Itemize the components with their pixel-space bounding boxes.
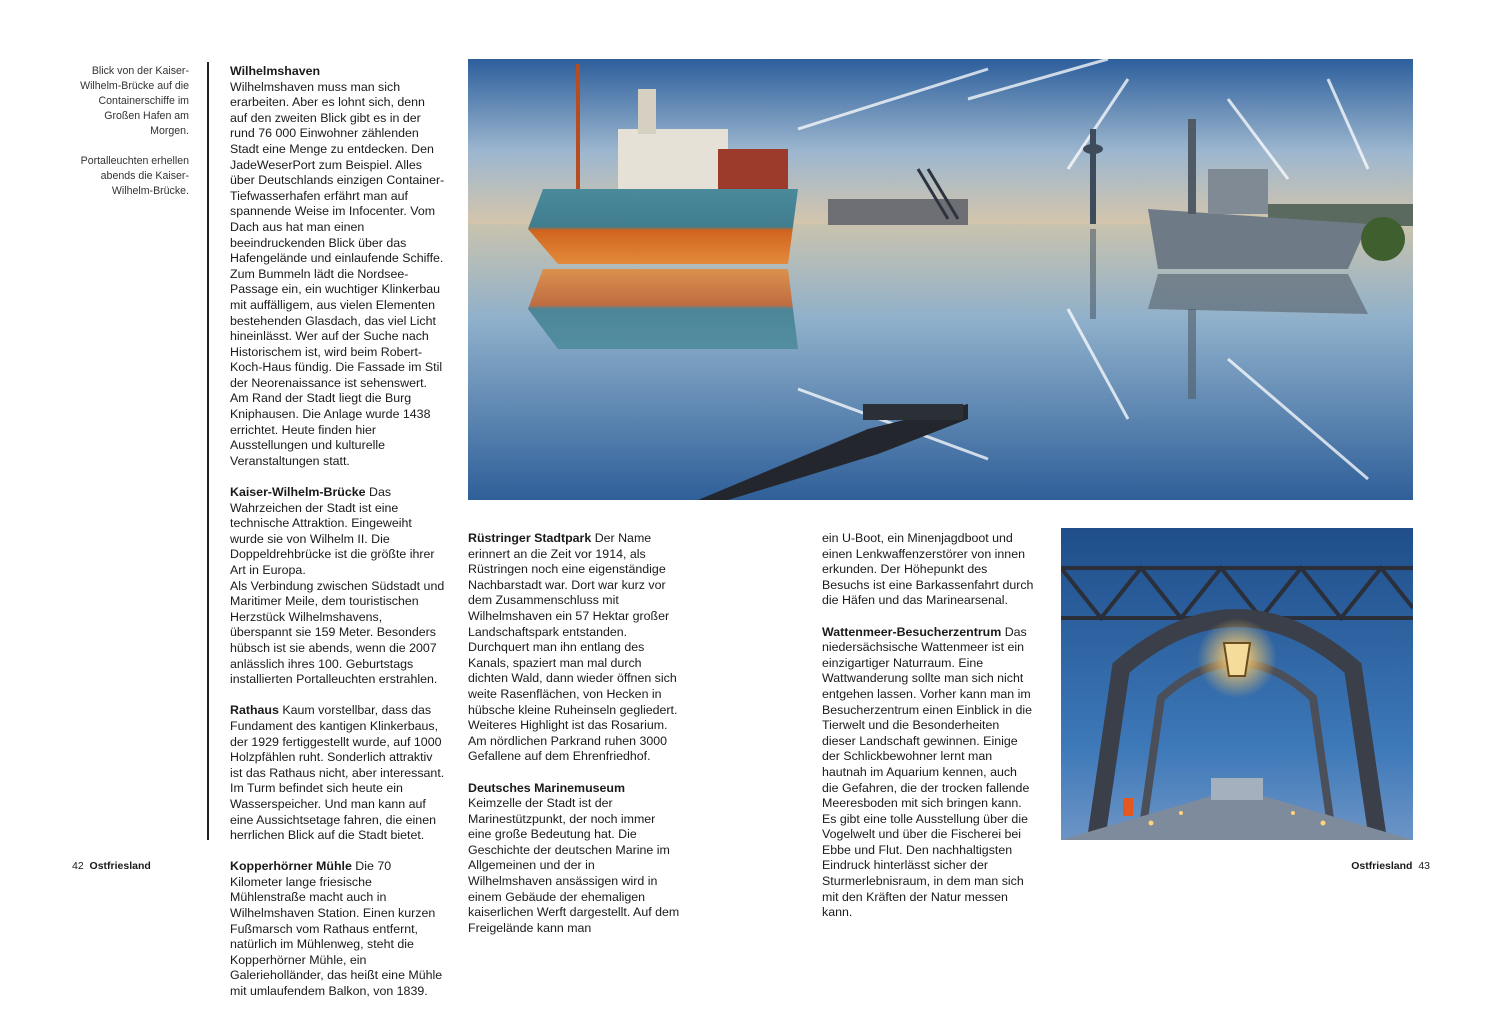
article-marinemuseum [468, 781, 682, 937]
heading-kaiser-wilhelm-bruecke: Kaiser-Wilhelm-Brücke [230, 485, 366, 500]
heading-wilhelmshaven: Wilhelmshaven [230, 64, 321, 78]
article-marinemuseum-continued: ein U-Boot, ein Minenjagdboot und einen Lenkwaffenzerstörer von innen erkunden. Der Höhepunkt des Besuchs ist eine Barkassenfahrt durch die Häfen und das Marinearsenal. [822, 531, 1034, 608]
body-kaiser-wilhelm-bruecke: Das Wahrzeichen der Stadt ist eine technische Attraktion. Eingeweiht wurde sie von Wilhelm II. Die Doppeldrehbrücke ist die größte ihrer Art in Europa. [230, 485, 435, 577]
page-number-right: 43 [1418, 860, 1430, 872]
page-number-left: 42 [72, 860, 84, 872]
harbor-photo [468, 59, 1413, 500]
harbor-illustration [468, 59, 1413, 500]
section-title-right: Ostfriesland [1351, 860, 1413, 872]
heading-marinemuseum: Deutsches Marinemuseum [468, 780, 626, 795]
body-wattenmeer: Das niedersächsische Wattenmeer ist ein einzigartiger Naturraum. Eine Wattwanderung sollte man sich nicht entgehen lassen. Vorher kann man im Besucherzentrum einen Einblick in die Tierwelt und die Besonderheiten dieser Landschaft gewinnen. Einige der Schlickbewohner lernt man hautnah im Aquarium kennen, auch die Gefahren, die der trocken fallende Meeresboden mit sich bringen kann. Es gibt eine tolle Ausstellung über die Vogelwelt und über die Fischerei bei Ebbe und Flut. Den nachhaltigsten Eindruck hinterlässt sicher der Sturmerlebnisraum, in dem man sich mit den Kräften der Natur messen kann. [822, 624, 1033, 920]
article-rathaus [230, 703, 445, 843]
body-rathaus: Kaum vorstellbar, dass das Fundament des kantigen Klinkerbaus, der 1929 fertiggestellt wurde, auf 1000 Holzpfählen ruht. Sonderlich attraktiv ist das Rathaus nicht, aber interessant. Im Turm befindet sich heute ein Wasserspeicher. Und man kann auf eine Aussichtsetage fahren, die einen herrlichen Blick auf die Stadt bietet. [230, 703, 445, 843]
column-rule [207, 62, 209, 840]
text-column-2 [468, 531, 682, 952]
heading-rathaus: Rathaus [230, 703, 279, 718]
article-kopperhoerner-muehle [230, 859, 445, 999]
body-kopperhoerner-muehle: Die 70 Kilometer lange friesische Mühlenstraße macht auch in Wilhelmshaven Station. Einen kurzen Fußmarsch vom Rathaus entfernt, natürlich im Mühlenweg, steht die Kopperhörner Mühle, ein Galerieholländer, das heißt eine Mühle mit umlaufendem Balkon, von 1839. [230, 859, 443, 999]
body-wilhelmshaven: Wilhelmshaven muss man sich erarbeiten. Aber es lohnt sich, denn auf den zweiten Blick gibt es in der rund 76 000 Einwohner zählenden Stadt eine Menge zu entdecken. Den JadeWeserPort zum Beispiel. Alles über Deutschlands einzigen Container-Tiefwasserhafen erfährt man auf spannende Weise im Infocenter. Vom Dach aus hat man einen beeindruckenden Blick über das Hafengelände und einlaufende Schiffe. Zum Bummeln lädt die Nordsee-Passage ein, ein wuchtiger Klinkerbau mit auffälligem, aus vielen Elementen bestehenden Glasdach, das viel Licht hineinlässt. Wer auf der Suche nach Historischem ist, wird beim Robert-Koch-Haus fündig. Die Fassade im Stil der Neorenaissance ist sehenswert. Am Rand der Stadt liegt die Burg Kniphausen. Die Anlage wurde 1438 errichtet. Heute finden hier Ausstellungen und kulturelle Veranstaltungen statt. [230, 79, 445, 468]
caption-bridge: Portalleuchten erhellen abends die Kaiser-Wilhelm-Brücke. [80, 155, 189, 197]
article-kaiser-wilhelm-bruecke [230, 485, 445, 688]
heading-ruestringer-stadtpark: Rüstringer Stadtpark [468, 531, 592, 545]
caption-harbor: Blick von der Kaiser-Wilhelm-Brücke auf die Containerschiffe im Großen Hafen am Morgen. [80, 65, 189, 137]
photo-captions [72, 64, 189, 214]
body-kaiser-wilhelm-bruecke-2: Als Verbindung zwischen Südstadt und Maritimer Meile, dem touristischen Herzstück Wilhelmshavens, überspannt sie 159 Meter. Besonders hübsch ist sie abends, wenn die 2007 anlässlich ihres 100. Geburtstags installierten Portalleuchten erstrahlen. [230, 578, 445, 687]
bridge-illustration [1061, 528, 1413, 840]
text-column-3 [822, 531, 1036, 936]
article-wattenmeer [822, 625, 1036, 921]
body-marinemuseum: Keimzelle der Stadt ist der Marinestützpunkt, der noch immer eine große Bedeutung hat. Die Geschichte der deutschen Marine im Allgemeinen und der in Wilhelmshaven ansässigen wird in einem Gebäude der ehemaligen kaiserlichen Werft dargestellt. Auf dem Freigelände kann man [468, 796, 680, 935]
bridge-photo [1061, 528, 1413, 840]
heading-wattenmeer: Wattenmeer-Besucherzentrum [822, 624, 1002, 639]
folio-right [1351, 860, 1430, 872]
heading-kopperhoerner-muehle: Kopperhörner Mühle [230, 859, 352, 874]
article-ruestringer-stadtpark [468, 531, 682, 765]
text-column-1 [230, 64, 445, 1015]
body-ruestringer-stadtpark: Der Name erinnert an die Zeit vor 1914, als Rüstringen noch eine eigenständige Nachbarstadt war. Dort war kurz vor dem Zusammenschluss mit Wilhelmshaven ein 57 Hektar großer Landschaftspark entstanden. Durchquert man ihn entlang des Kanals, spaziert man mal durch dichten Wald, dann wieder öffnen sich weite Rasenflächen, von Hecken in hübsche kleine Ruheinseln gegliedert. Weiteres Highlight ist das Rosarium. Am nördlichen Parkrand ruhen 3000 Gefallene auf dem Ehrenfriedhof. [468, 531, 678, 764]
article-wilhelmshaven [230, 64, 445, 469]
section-title-left: Ostfriesland [89, 860, 151, 872]
folio-left [72, 860, 151, 872]
